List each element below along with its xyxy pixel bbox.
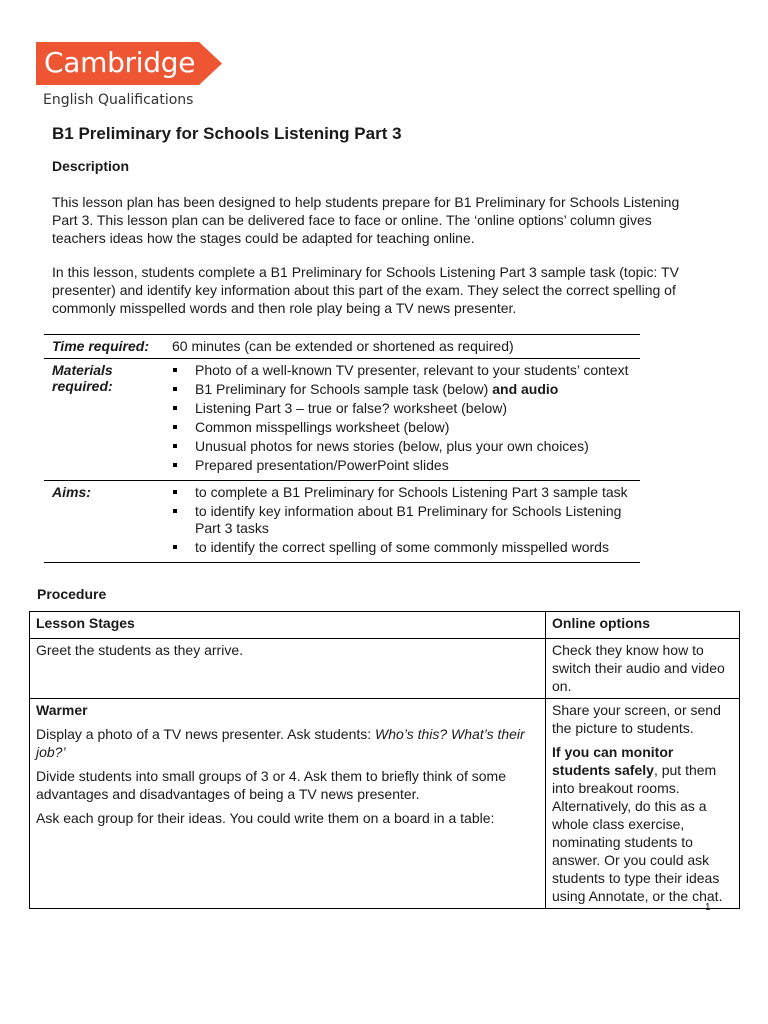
online-paragraph-1: Share your screen, or send the picture to students. (552, 702, 721, 736)
warmer-heading-text: Warmer (36, 702, 88, 718)
materials-row (44, 359, 640, 481)
warmer-paragraph-1-text: Display a photo of a TV news presenter. Ask students: (36, 726, 376, 742)
warmer-paragraph-2: Divide students into small groups of 3 or 4. Ask them to briefly think of some advantages and disadvantages of being a TV news presenter. (36, 768, 506, 802)
time-row (44, 335, 640, 359)
online-bold-text: If you can monitor students safely (552, 744, 674, 778)
procedure-heading: Procedure (37, 586, 107, 602)
materials-list (172, 362, 632, 474)
list-item: Listening Part 3 – true or false? worksheet (below) (172, 400, 632, 417)
warmer-paragraph-3: Ask each group for their ideas. You could write them on a board in a table: (36, 810, 495, 826)
list-item-bold-suffix: and audio (488, 381, 559, 397)
page-title: B1 Preliminary for Schools Listening Part 3 (52, 124, 402, 143)
description-paragraph-1: This lesson plan has been designed to help students prepare for B1 Preliminary for Schools Listening Part 3. This lesson plan can be delivered face to face or online. The ‘online options’ column gives teachers ideas how the stages could be adapted for teaching online. (52, 194, 680, 246)
time-value: 60 minutes (can be extended or shortened as required) (164, 335, 640, 359)
online-cell: Check they know how to switch their audio and video on. (546, 639, 740, 699)
logo-wordmark: Cambridge (44, 46, 196, 79)
list-item (172, 381, 632, 398)
aims-label: Aims: (44, 481, 164, 563)
description-paragraph-2: In this lesson, students complete a B1 Preliminary for Schools Listening Part 3 sample task (topic: TV presenter) and identify key information about this part of the exam. They select the correct spelling of commonly misspelled words and then role play being a TV news presenter. (52, 264, 679, 316)
list-item: Photo of a well-known TV presenter, relevant to your students’ context (172, 362, 632, 379)
column-header-online-options: Online options (546, 612, 740, 639)
list-item: to identify the correct spelling of some commonly misspelled words (172, 539, 632, 556)
table-header-row (30, 612, 740, 639)
materials-label: Materials required: (44, 359, 164, 481)
time-label: Time required: (44, 335, 164, 359)
aims-list (172, 484, 632, 556)
list-item-text: B1 Preliminary for Schools sample task (below) (195, 381, 489, 397)
list-item: to complete a B1 Preliminary for Schools Listening Part 3 sample task (172, 484, 632, 501)
logo-subtitle: English Qualifications (43, 92, 194, 108)
warmer-paragraph-1 (36, 725, 539, 761)
warmer-heading (36, 701, 539, 719)
aims-row (44, 481, 640, 563)
warmer-question: Who’s this? What’s their job?’ (36, 726, 525, 760)
procedure-table (29, 611, 740, 909)
aims-cell (164, 481, 640, 563)
online-rest-text: , put them into breakout rooms. Alternatively, do this as a whole class exercise, nominating students to answer. Or you could ask students to type their ideas using Annotate, or the chat. (552, 762, 723, 904)
materials-cell (164, 359, 640, 481)
list-item: Prepared presentation/PowerPoint slides (172, 457, 632, 474)
stage-cell: Greet the students as they arrive. (30, 639, 546, 699)
list-item: Common misspellings worksheet (below) (172, 419, 632, 436)
online-cell (546, 699, 740, 909)
page-number: 1 (705, 902, 711, 913)
stage-cell (30, 699, 546, 909)
list-item: to identify key information about B1 Preliminary for Schools Listening Part 3 tasks (172, 503, 632, 537)
lesson-info-table (44, 334, 640, 563)
description-heading: Description (52, 158, 130, 174)
table-row (30, 699, 740, 909)
table-row (30, 639, 740, 699)
online-paragraph-2 (552, 743, 733, 905)
cambridge-logo (36, 42, 222, 85)
list-item: Unusual photos for news stories (below, plus your own choices) (172, 438, 632, 455)
column-header-lesson-stages: Lesson Stages (30, 612, 546, 639)
